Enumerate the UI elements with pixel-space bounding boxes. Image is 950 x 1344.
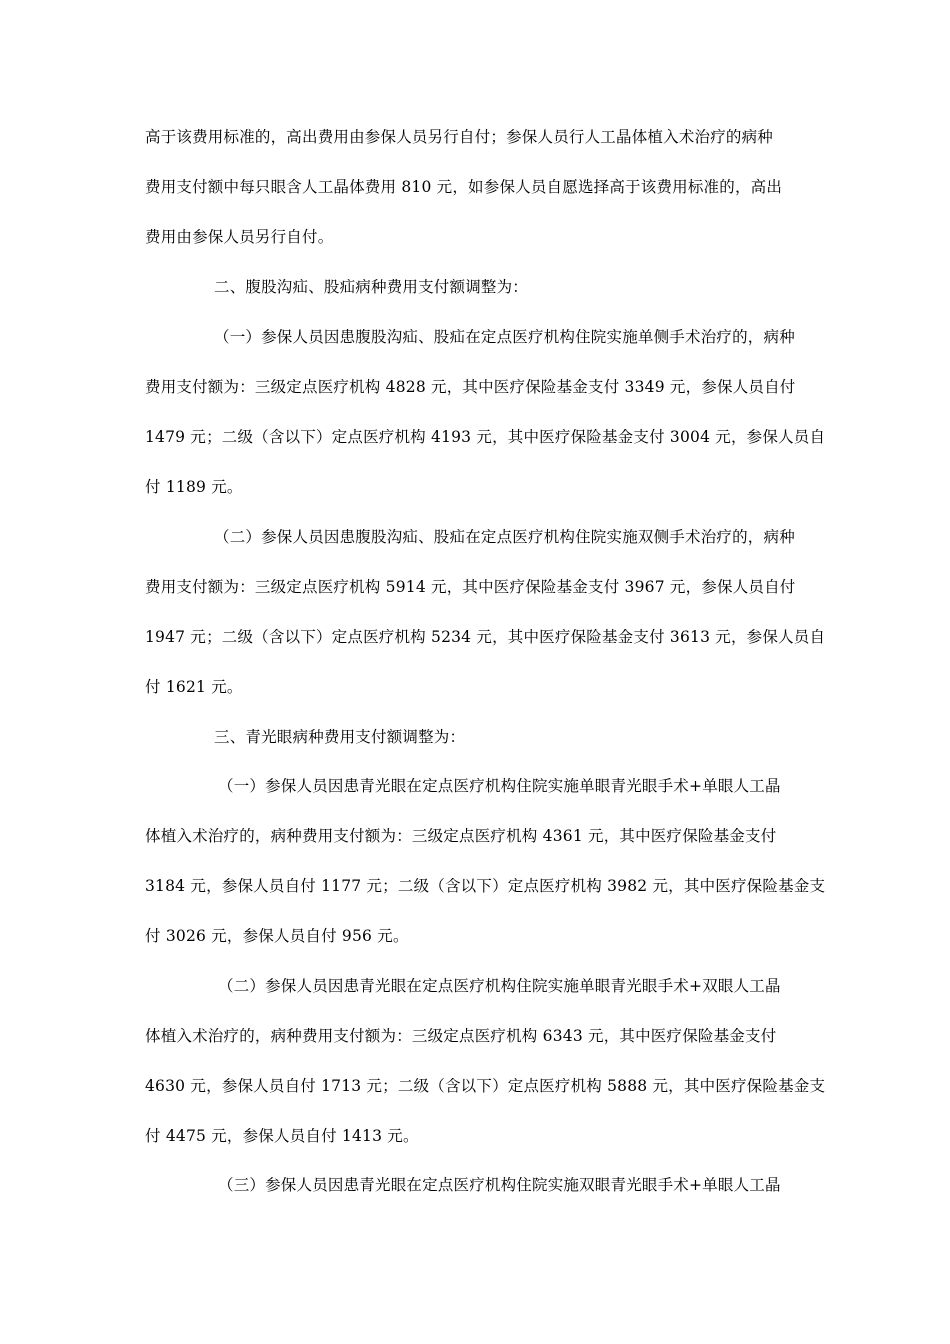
text-line: 体植入术治疗的，病种费用支付额为：三级定点医疗机构 6343 元，其中医疗保险基金支付 <box>145 1027 777 1045</box>
text-line: 付 3026 元，参保人员自付 956 元。 <box>145 927 409 945</box>
text-line: 付 4475 元，参保人员自付 1413 元。 <box>145 1127 419 1145</box>
text-line: 付 1189 元。 <box>145 478 243 496</box>
text-line: 1479 元；二级（含以下）定点医疗机构 4193 元，其中医疗保险基金支付 3004 元，参保人员自 <box>145 428 826 446</box>
text-line: 费用由参保人员另行自付。 <box>145 228 334 246</box>
section-heading: 二、腹股沟疝、股疝病种费用支付额调整为： <box>214 278 529 296</box>
text-line: （一）参保人员因患腹股沟疝、股疝在定点医疗机构住院实施单侧手术治疗的，病种 <box>214 328 795 346</box>
text-line: 费用支付额为：三级定点医疗机构 5914 元，其中医疗保险基金支付 3967 元，参保人员自付 <box>145 578 796 596</box>
text-line: 4630 元，参保人员自付 1713 元；二级（含以下）定点医疗机构 5888 元，其中医疗保险基金支 <box>145 1077 826 1095</box>
text-line: （二）参保人员因患腹股沟疝、股疝在定点医疗机构住院实施双侧手术治疗的，病种 <box>214 528 795 546</box>
text-line: （三）参保人员因患青光眼在定点医疗机构住院实施双眼青光眼手术+单眼人工晶 <box>218 1176 781 1194</box>
text-line: 1947 元；二级（含以下）定点医疗机构 5234 元，其中医疗保险基金支付 3613 元，参保人员自 <box>145 628 826 646</box>
text-line: 高于该费用标准的，高出费用由参保人员另行自付；参保人员行人工晶体植入术治疗的病种 <box>145 128 774 146</box>
text-line: 费用支付额中每只眼含人工晶体费用 810 元，如参保人员自愿选择高于该费用标准的，高出 <box>145 178 783 196</box>
section-heading: 三、青光眼病种费用支付额调整为： <box>214 728 466 746</box>
text-line: 3184 元，参保人员自付 1177 元；二级（含以下）定点医疗机构 3982 元，其中医疗保险基金支 <box>145 877 826 895</box>
text-line: （二）参保人员因患青光眼在定点医疗机构住院实施单眼青光眼手术+双眼人工晶 <box>218 977 781 995</box>
text-line: 体植入术治疗的，病种费用支付额为：三级定点医疗机构 4361 元，其中医疗保险基金支付 <box>145 827 777 845</box>
text-line: 费用支付额为：三级定点医疗机构 4828 元，其中医疗保险基金支付 3349 元，参保人员自付 <box>145 378 796 396</box>
text-line: 付 1621 元。 <box>145 678 243 696</box>
text-line: （一）参保人员因患青光眼在定点医疗机构住院实施单眼青光眼手术+单眼人工晶 <box>218 777 781 795</box>
